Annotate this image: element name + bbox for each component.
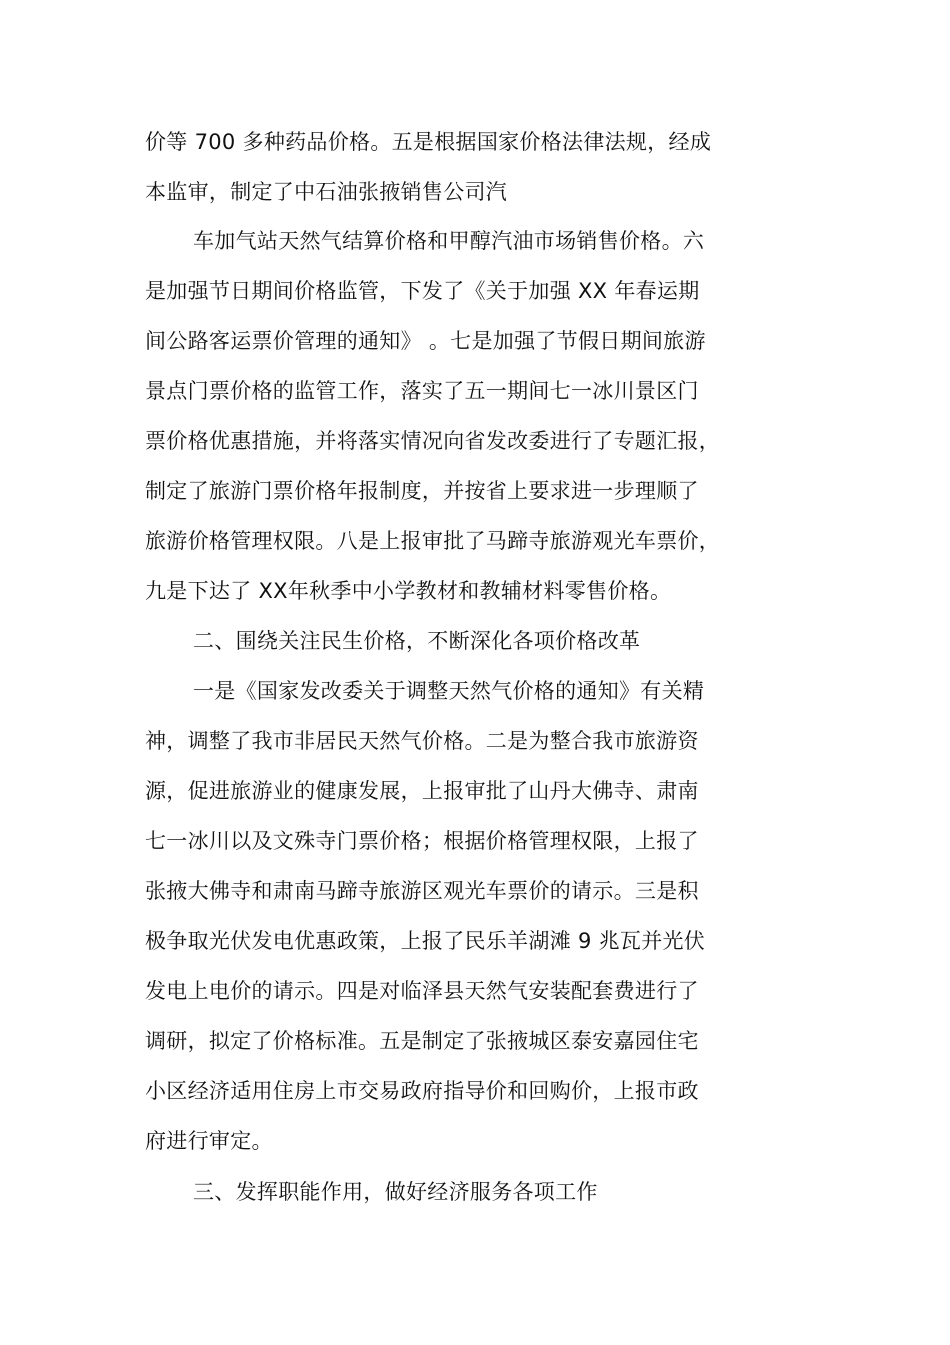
text-line: 车加气站天然气结算价格和甲醇汽油市场销售价格。六 xyxy=(193,229,705,253)
section-heading: 二、围绕关注民生价格，不断深化各项价格改革 xyxy=(193,629,641,653)
text-line: 是加强节日期间价格监管，下发了《关于加强 XX 年春运期 xyxy=(145,279,700,303)
text-line: 神，调整了我市非居民天然气价格。二是为整合我市旅游资 xyxy=(145,729,699,753)
text-line: 小区经济适用住房上市交易政府指导价和回购价，上报市政 xyxy=(145,1079,699,1103)
text-line: 票价格优惠措施，并将落实情况向省发改委进行了专题汇报， xyxy=(145,429,721,453)
text-line: 张掖大佛寺和肃南马蹄寺旅游区观光车票价的请示。三是积 xyxy=(145,879,699,903)
text-line: 景点门票价格的监管工作，落实了五一期间七一冰川景区门 xyxy=(145,379,699,403)
text-line: 一是《国家发改委关于调整天然气价格的通知》有关精 xyxy=(193,679,705,703)
text-line: 间公路客运票价管理的通知》 。七是加强了节假日期间旅游 xyxy=(145,329,706,353)
section-heading: 三、发挥职能作用，做好经济服务各项工作 xyxy=(193,1180,598,1204)
text-line: 极争取光伏发电优惠政策，上报了民乐羊湖滩 9 兆瓦并光伏 xyxy=(145,929,706,953)
text-line: 旅游价格管理权限。八是上报审批了马蹄寺旅游观光车票价， xyxy=(145,529,721,553)
text-line: 源，促进旅游业的健康发展，上报审批了山丹大佛寺、肃南 xyxy=(145,779,699,803)
text-line: 制定了旅游门票价格年报制度，并按省上要求进一步理顺了 xyxy=(145,479,699,503)
text-line: 九是下达了 XX年秋季中小学教材和教辅材料零售价格。 xyxy=(145,579,672,603)
text-line: 七一冰川以及文殊寺门票价格；根据价格管理权限，上报了 xyxy=(145,829,699,853)
text-line: 发电上电价的请示。四是对临泽县天然气安装配套费进行了 xyxy=(145,979,699,1003)
text-line: 调研，拟定了价格标准。五是制定了张掖城区泰安嘉园住宅 xyxy=(145,1029,699,1053)
text-line: 府进行审定。 xyxy=(145,1129,273,1153)
text-line: 本监审，制定了中石油张掖销售公司汽 xyxy=(145,180,508,204)
text-line: 价等 700 多种药品价格。五是根据国家价格法律法规，经成 xyxy=(145,130,712,154)
